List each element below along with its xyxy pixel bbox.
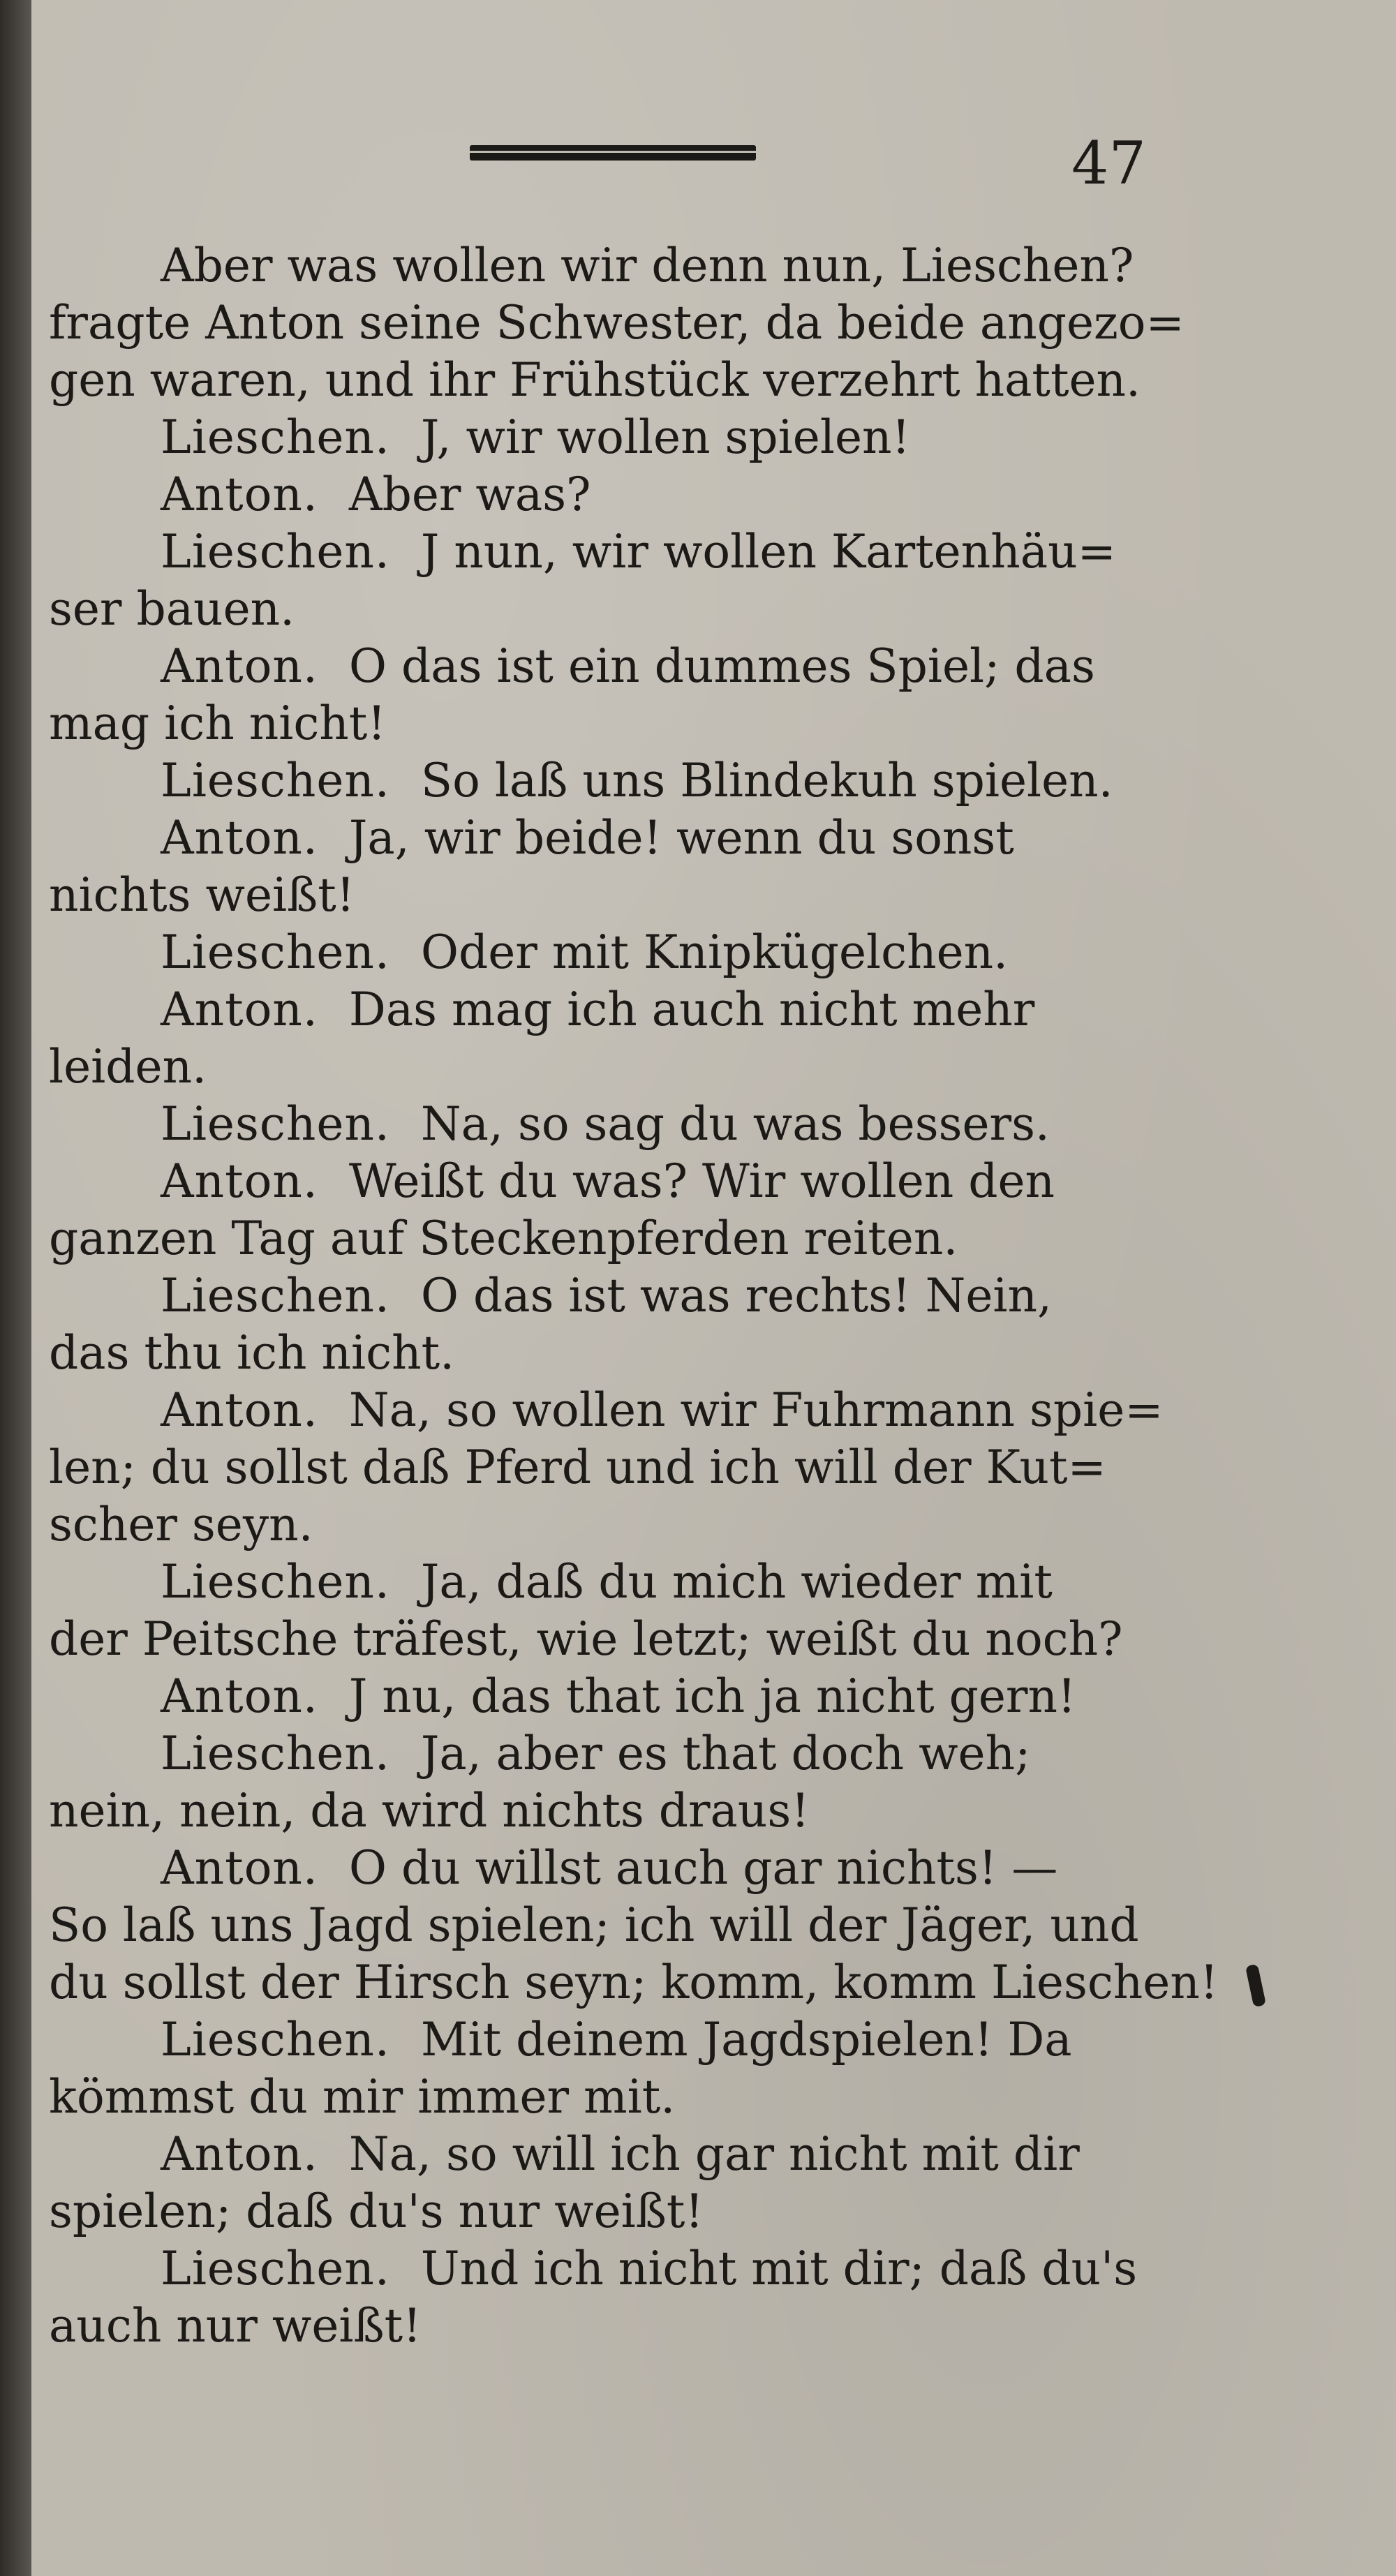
speech-text: Mit deinem Jagdspielen! Da [420,2013,1072,2067]
line-text: der Peitsche träfest, wie letzt; weißt du noch? [49,1612,1123,1666]
text-line [49,867,1222,924]
text-line [49,1897,1222,1954]
speaker-name: Anton. [161,639,318,693]
line-text: scher seyn. [49,1498,313,1551]
speaker-name: Anton. [161,468,318,521]
page-number: 47 [1071,129,1146,198]
speech-text: J, wir wollen spielen! [420,410,911,464]
text-line [49,352,1222,409]
speaker-name: Anton. [161,1841,318,1895]
text-line [49,1210,1222,1267]
text-line [49,523,1222,581]
text-line [49,1782,1222,1840]
speaker-name: Lieschen. [161,1727,390,1780]
header-rule [470,145,756,161]
line-text: spielen; daß du's nur weißt! [49,2184,704,2238]
text-line [49,1840,1222,1897]
speaker-name: Lieschen. [161,1555,390,1609]
speaker-name: Lieschen. [161,2242,390,2295]
speech-text: J nun, wir wollen Kartenhäu= [420,525,1116,579]
line-text: Aber was wollen wir denn nun, Lieschen? [161,239,1134,292]
text-line [49,1496,1222,1554]
speaker-name: Anton. [161,1669,318,1723]
speech-text: Und ich nicht mit dir; daß du's [420,2242,1138,2295]
text-line [49,1096,1222,1153]
text-line [49,981,1222,1038]
speaker-name: Lieschen. [161,1269,390,1323]
text-line [49,2011,1222,2069]
speaker-name: Anton. [161,983,318,1036]
text-line [49,2298,1222,2355]
speaker-name: Lieschen. [161,925,390,979]
body-text [49,237,1222,2355]
speech-text: Weißt du was? Wir wollen den [348,1154,1055,1208]
line-text: fragte Anton seine Schwester, da beide angezo= [49,296,1185,350]
text-line [49,924,1222,981]
speech-text: Ja, wir beide! wenn du sonst [348,811,1014,865]
line-text: das thu ich nicht. [49,1326,455,1380]
text-line [49,2069,1222,2126]
speech-text: Aber was? [348,468,591,521]
text-line [49,1038,1222,1096]
text-line [49,1554,1222,1611]
speaker-name: Anton. [161,1383,318,1437]
speech-text: Ja, aber es that doch weh; [420,1727,1031,1780]
text-line [49,2183,1222,2240]
speaker-name: Lieschen. [161,410,390,464]
text-line [49,695,1222,752]
speaker-name: Lieschen. [161,525,390,579]
text-line [49,638,1222,695]
speech-text: Na, so sag du was bessers. [420,1097,1050,1151]
line-text: mag ich nicht! [49,697,386,750]
text-line [49,581,1222,638]
speaker-name: Lieschen. [161,1097,390,1151]
speech-text: Das mag ich auch nicht mehr [348,983,1035,1036]
text-line [49,1668,1222,1725]
line-text: ganzen Tag auf Steckenpferden reiten. [49,1212,958,1265]
speech-text: So laß uns Blindekuh spielen. [420,754,1113,807]
text-line [49,810,1222,867]
line-text: So laß uns Jagd spielen; ich will der Jäger, und [49,1898,1139,1952]
text-line [49,409,1222,466]
speech-text: O du willst auch gar nichts! — [348,1841,1058,1895]
speaker-name: Anton. [161,1154,318,1208]
text-line [49,752,1222,810]
text-line [49,2240,1222,2298]
line-text: gen waren, und ihr Frühstück verzehrt hatten. [49,353,1141,407]
line-text: ser bauen. [49,582,295,636]
text-line [49,1439,1222,1496]
line-text: auch nur weißt! [49,2299,422,2353]
text-line [49,1153,1222,1210]
line-text: du sollst der Hirsch seyn; komm, komm Lieschen! [49,1956,1219,2009]
speech-text: Na, so will ich gar nicht mit dir [348,2127,1080,2181]
text-line [49,237,1222,295]
text-line [49,1382,1222,1439]
speaker-name: Lieschen. [161,754,390,807]
speaker-name: Anton. [161,2127,318,2181]
text-line [49,1611,1222,1668]
text-line [49,1725,1222,1782]
text-line [49,1267,1222,1325]
line-text: leiden. [49,1040,207,1094]
speech-text: Oder mit Knipkügelchen. [420,925,1009,979]
line-text: kömmst du mir immer mit. [49,2070,676,2124]
text-line [49,1325,1222,1382]
speech-text: O das ist ein dummes Spiel; das [348,639,1095,693]
line-text: nein, nein, da wird nichts draus! [49,1784,810,1838]
book-page [31,0,1396,2576]
line-text: nichts weißt! [49,868,355,922]
speech-text: J nu, das that ich ja nicht gern! [348,1669,1076,1723]
speaker-name: Anton. [161,811,318,865]
speech-text: O das ist was rechts! Nein, [420,1269,1052,1323]
text-line [49,466,1222,523]
page-binding-edge [0,0,31,2576]
text-line [49,2126,1222,2183]
speaker-name: Lieschen. [161,2013,390,2067]
text-line [49,1954,1222,2011]
speech-text: Ja, daß du mich wieder mit [420,1555,1053,1609]
line-text: len; du sollst daß Pferd und ich will der Kut= [49,1440,1106,1494]
text-line [49,295,1222,352]
speech-text: Na, so wollen wir Fuhrmann spie= [348,1383,1164,1437]
